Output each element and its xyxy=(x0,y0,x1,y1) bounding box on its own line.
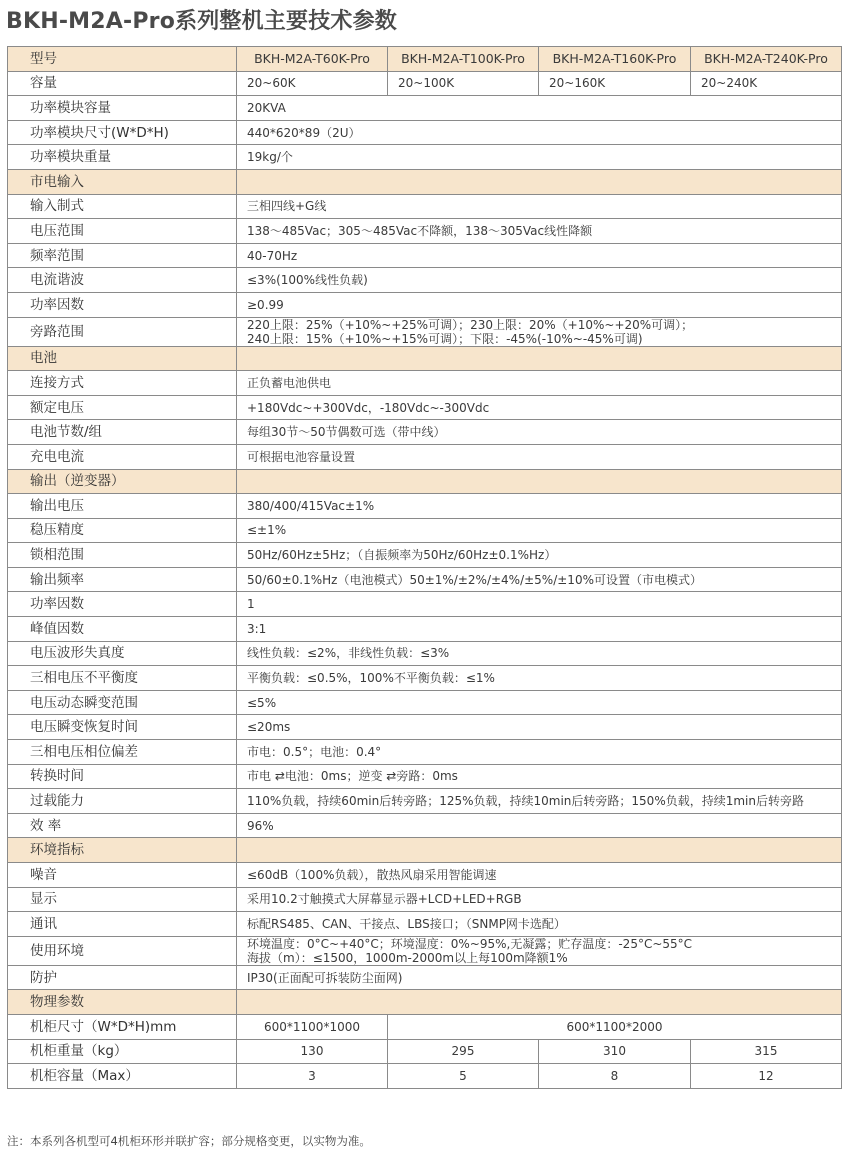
output-row xyxy=(8,740,842,765)
row-label: 电压瞬变恢复时间 xyxy=(8,715,237,740)
row-value: 采用10.2寸触摸式大屏幕显示器+LCD+LED+RGB xyxy=(237,887,842,912)
cabinet-capacity-row xyxy=(8,1064,842,1089)
row-value: 40-70Hz xyxy=(237,243,842,268)
row-value xyxy=(237,317,842,346)
mains-row xyxy=(8,194,842,219)
row-value: 线性负载：≤2%，非线性负载：≤3% xyxy=(237,641,842,666)
cabinet-size-row xyxy=(8,1014,842,1039)
model-name: BKH-M2A-T160K-Pro xyxy=(539,47,691,72)
row-value: 可根据电池容量设置 xyxy=(237,444,842,469)
output-row xyxy=(8,813,842,838)
row-label: 机柜重量（kg） xyxy=(8,1039,237,1064)
output-row xyxy=(8,690,842,715)
output-row xyxy=(8,617,842,642)
capacity-value: 20~100K xyxy=(388,71,539,96)
row-label: 功率因数 xyxy=(8,592,237,617)
row-value: 96% xyxy=(237,813,842,838)
row-value: ≤±1% xyxy=(237,518,842,543)
row-label: 电池节数/组 xyxy=(8,420,237,445)
row-value: 正负蓄电池供电 xyxy=(237,371,842,396)
row-label: 连接方式 xyxy=(8,371,237,396)
environment-row xyxy=(8,863,842,888)
mains-row xyxy=(8,292,842,317)
output-row xyxy=(8,518,842,543)
row-value: 每组30节～50节偶数可选（带中线） xyxy=(237,420,842,445)
row-value: 3:1 xyxy=(237,617,842,642)
output-row xyxy=(8,494,842,519)
model-name: BKH-M2A-T100K-Pro xyxy=(388,47,539,72)
section-environment xyxy=(8,838,842,863)
row-value: +180Vdc~+300Vdc，-180Vdc~-300Vdc xyxy=(237,395,842,420)
section-filler xyxy=(237,990,842,1015)
general-row xyxy=(8,145,842,170)
section-filler xyxy=(237,346,842,371)
mains-row xyxy=(8,243,842,268)
output-row xyxy=(8,592,842,617)
row-value: 市电：0.5°；电池：0.4° xyxy=(237,740,842,765)
environment-row xyxy=(8,887,842,912)
section-title: 输出（逆变器） xyxy=(8,469,237,494)
model-header-row xyxy=(8,47,842,72)
environment-row xyxy=(8,912,842,937)
cabinet-capacity-value: 3 xyxy=(237,1064,388,1089)
row-label: 过载能力 xyxy=(8,789,237,814)
cabinet-weight-value: 130 xyxy=(237,1039,388,1064)
cabinet-capacity-value: 8 xyxy=(539,1064,691,1089)
row-value: 138～485Vac；305～485Vac不降额，138～305Vac线性降额 xyxy=(237,219,842,244)
output-row xyxy=(8,543,842,568)
row-label: 功率模块重量 xyxy=(8,145,237,170)
row-value: 1 xyxy=(237,592,842,617)
row-label: 电流谐波 xyxy=(8,268,237,293)
spec-table-body xyxy=(8,47,842,1089)
row-label: 旁路范围 xyxy=(8,317,237,346)
cabinet-size-first: 600*1100*1000 xyxy=(237,1014,388,1039)
section-title: 物理参数 xyxy=(8,990,237,1015)
row-value: IP30(正面配可拆装防尘面网) xyxy=(237,965,842,990)
battery-row xyxy=(8,395,842,420)
capacity-row xyxy=(8,71,842,96)
capacity-value: 20~240K xyxy=(691,71,842,96)
model-label: 型号 xyxy=(8,47,237,72)
row-value: 50Hz/60Hz±5Hz；（自振频率为50Hz/60Hz±0.1%Hz） xyxy=(237,543,842,568)
battery-row xyxy=(8,444,842,469)
row-label: 转换时间 xyxy=(8,764,237,789)
row-label: 防护 xyxy=(8,965,237,990)
row-value: 20KVA xyxy=(237,96,842,121)
bypass-range-row xyxy=(8,317,842,346)
row-label: 效 率 xyxy=(8,813,237,838)
row-label: 输出电压 xyxy=(8,494,237,519)
row-label: 电压动态瞬变范围 xyxy=(8,690,237,715)
row-label: 功率模块尺寸(W*D*H) xyxy=(8,120,237,145)
output-row xyxy=(8,641,842,666)
section-title: 市电输入 xyxy=(8,169,237,194)
row-label: 功率模块容量 xyxy=(8,96,237,121)
cabinet-weight-row xyxy=(8,1039,842,1064)
row-value: ≤3%(100%线性负载) xyxy=(237,268,842,293)
protection-row xyxy=(8,965,842,990)
row-label: 额定电压 xyxy=(8,395,237,420)
section-physical xyxy=(8,990,842,1015)
value-line: 环境温度：0°C~+40°C；环境湿度：0%~95%,无凝露；贮存温度：-25°C~55°C xyxy=(247,936,693,951)
row-label: 充电电流 xyxy=(8,444,237,469)
row-label: 输入制式 xyxy=(8,194,237,219)
page-title: BKH-M2A-Pro系列整机主要技术参数 xyxy=(6,9,398,34)
usage-environment-row xyxy=(8,936,842,965)
output-row xyxy=(8,764,842,789)
row-value: 三相四线+G线 xyxy=(237,194,842,219)
spec-table xyxy=(7,46,842,1089)
model-name: BKH-M2A-T60K-Pro xyxy=(237,47,388,72)
section-filler xyxy=(237,469,842,494)
row-label: 三相电压不平衡度 xyxy=(8,666,237,691)
section-battery xyxy=(8,346,842,371)
section-filler xyxy=(237,169,842,194)
output-row xyxy=(8,789,842,814)
row-value: 440*620*89（2U） xyxy=(237,120,842,145)
row-label: 锁相范围 xyxy=(8,543,237,568)
row-label: 稳压精度 xyxy=(8,518,237,543)
row-label: 电压波形失真度 xyxy=(8,641,237,666)
value-line: 240上限：15%（+10%~+15%可调）；下限：-45%(-10%~-45%可调) xyxy=(247,331,643,346)
row-label: 峰值因数 xyxy=(8,617,237,642)
value-line: 220上限：25%（+10%~+25%可调）；230上限：20%（+10%~+20%可调）； xyxy=(247,317,694,332)
row-label: 电压范围 xyxy=(8,219,237,244)
row-label: 显示 xyxy=(8,887,237,912)
section-mains xyxy=(8,169,842,194)
output-row xyxy=(8,567,842,592)
row-value: ≤5% xyxy=(237,690,842,715)
row-label: 机柜容量（Max） xyxy=(8,1064,237,1089)
row-value: 380/400/415Vac±1% xyxy=(237,494,842,519)
capacity-label: 容量 xyxy=(8,71,237,96)
row-label: 噪音 xyxy=(8,863,237,888)
output-row xyxy=(8,715,842,740)
row-label: 三相电压相位偏差 xyxy=(8,740,237,765)
row-label: 机柜尺寸（W*D*H)mm xyxy=(8,1014,237,1039)
row-value: 标配RS485、CAN、干接点、LBS接口；（SNMP网卡选配） xyxy=(237,912,842,937)
cabinet-capacity-value: 12 xyxy=(691,1064,842,1089)
capacity-value: 20~160K xyxy=(539,71,691,96)
cabinet-weight-value: 295 xyxy=(388,1039,539,1064)
row-label: 频率范围 xyxy=(8,243,237,268)
row-value: 110%负载，持续60min后转旁路；125%负载，持续10min后转旁路；150%负载，持续1min后转旁路 xyxy=(237,789,842,814)
cabinet-capacity-value: 5 xyxy=(388,1064,539,1089)
row-label: 功率因数 xyxy=(8,292,237,317)
general-row xyxy=(8,96,842,121)
mains-row xyxy=(8,219,842,244)
footnote: 注：本系列各机型可4机柜环形并联扩容；部分规格变更，以实物为准。 xyxy=(7,1134,371,1148)
cabinet-weight-value: 310 xyxy=(539,1039,691,1064)
row-value: 19kg/个 xyxy=(237,145,842,170)
cabinet-weight-value: 315 xyxy=(691,1039,842,1064)
output-row xyxy=(8,666,842,691)
section-title: 电池 xyxy=(8,346,237,371)
battery-row xyxy=(8,420,842,445)
general-row xyxy=(8,120,842,145)
cabinet-size-others: 600*1100*2000 xyxy=(388,1014,842,1039)
row-label: 使用环境 xyxy=(8,936,237,965)
value-line: 海拔（m）：≤1500，1000m-2000m以上每100m降额1% xyxy=(247,950,568,965)
battery-row xyxy=(8,371,842,396)
capacity-value: 20~60K xyxy=(237,71,388,96)
row-value: 平衡负载：≤0.5%，100%不平衡负载：≤1% xyxy=(237,666,842,691)
section-title: 环境指标 xyxy=(8,838,237,863)
row-value: ≤60dB（100%负载），散热风扇采用智能调速 xyxy=(237,863,842,888)
row-value: ≤20ms xyxy=(237,715,842,740)
row-label: 输出频率 xyxy=(8,567,237,592)
row-label: 通讯 xyxy=(8,912,237,937)
section-output xyxy=(8,469,842,494)
mains-row xyxy=(8,268,842,293)
section-filler xyxy=(237,838,842,863)
row-value: 市电 ⇄电池：0ms；逆变 ⇄旁路：0ms xyxy=(237,764,842,789)
row-value: ≥0.99 xyxy=(237,292,842,317)
row-value: 50/60±0.1%Hz（电池模式）50±1%/±2%/±4%/±5%/±10%可设置（市电模式） xyxy=(237,567,842,592)
model-name: BKH-M2A-T240K-Pro xyxy=(691,47,842,72)
row-value xyxy=(237,936,842,965)
